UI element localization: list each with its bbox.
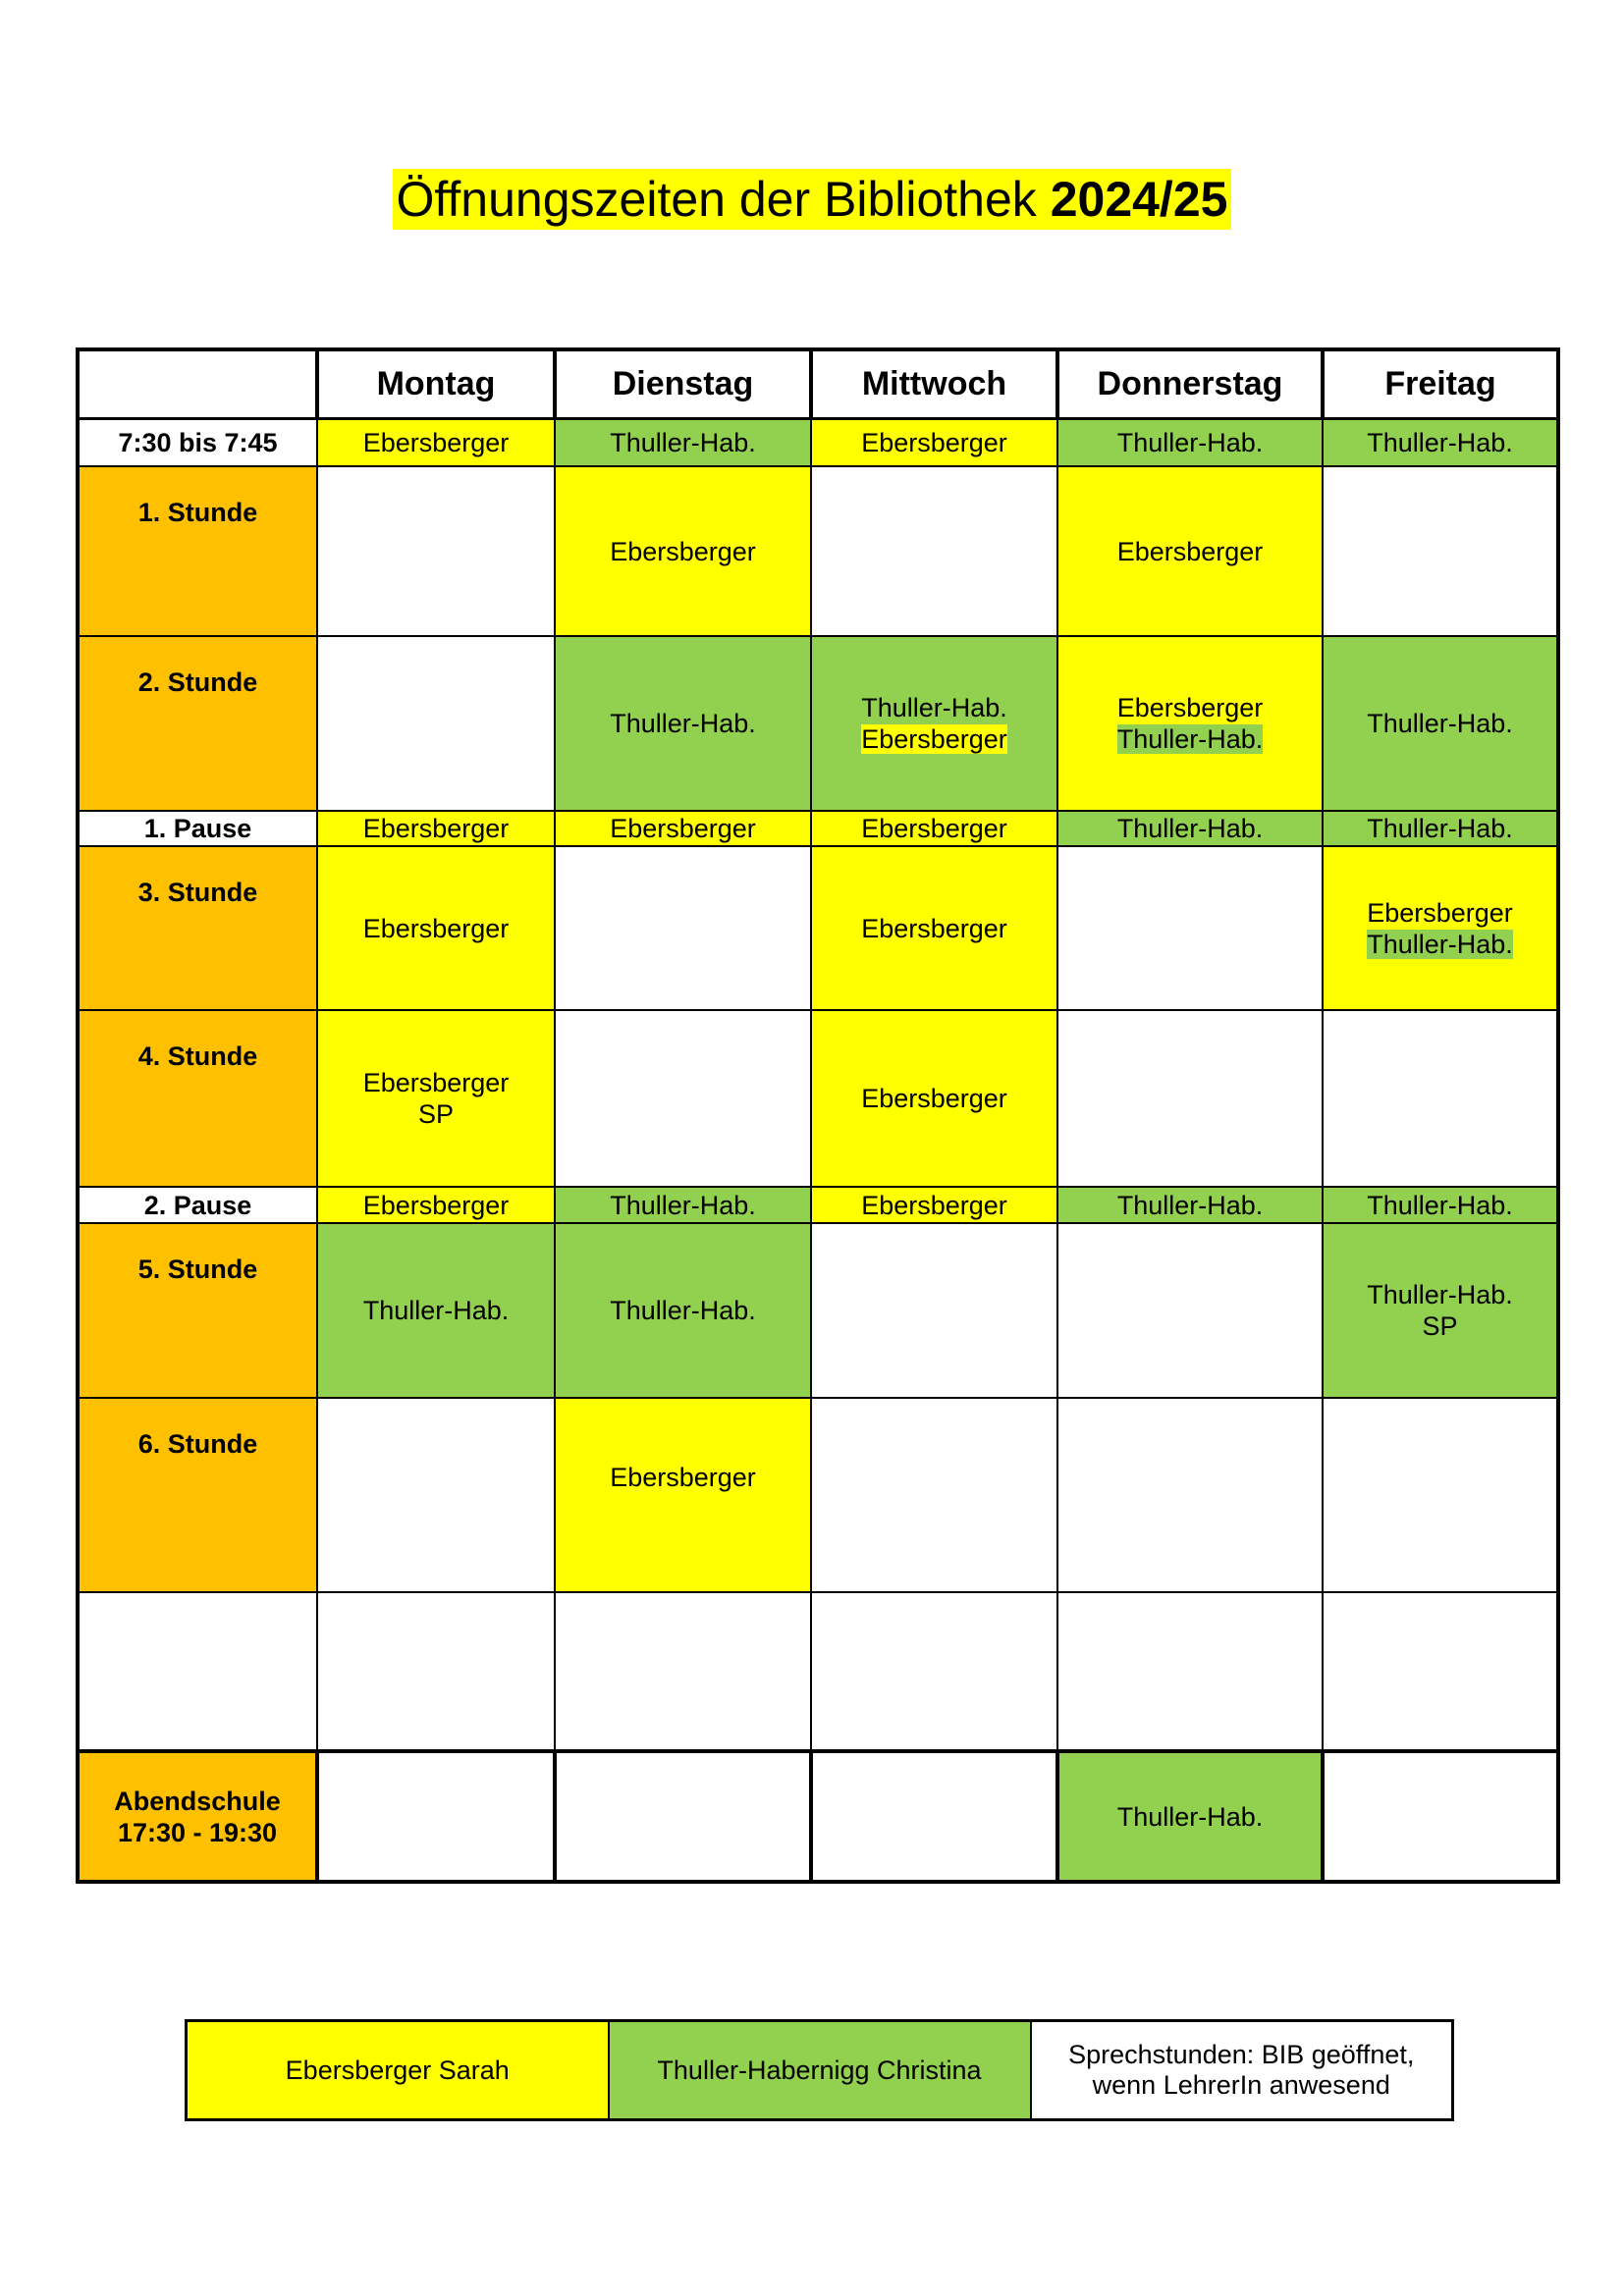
row-label: 6. Stunde bbox=[78, 1398, 317, 1592]
row-label: 1. Stunde bbox=[78, 466, 317, 636]
schedule-cell bbox=[1323, 1010, 1558, 1187]
day-header-montag: Montag bbox=[317, 349, 555, 418]
schedule-cell: Thuller-Hab. bbox=[1057, 1187, 1323, 1223]
schedule-cell: Ebersberger bbox=[555, 466, 811, 636]
cell-line: SP bbox=[1422, 1311, 1458, 1341]
row-label-line: 17:30 - 19:30 bbox=[117, 1817, 278, 1847]
schedule-cell bbox=[811, 1398, 1057, 1592]
cell-line: Ebersberger bbox=[1116, 693, 1264, 722]
legend-note-line: wenn LehrerIn anwesend bbox=[1092, 2070, 1390, 2100]
schedule-cell: Ebersberger bbox=[317, 846, 555, 1010]
cell-line: Thuller-Hab. bbox=[1367, 1280, 1513, 1309]
schedule-cell bbox=[317, 1751, 555, 1882]
day-header-mittwoch: Mittwoch bbox=[811, 349, 1057, 418]
schedule-cell: Thuller-Hab. bbox=[1323, 1187, 1558, 1223]
schedule-cell bbox=[555, 1592, 811, 1751]
legend-note bbox=[1031, 2021, 1453, 2120]
schedule-cell: Thuller-Hab. bbox=[555, 1223, 811, 1398]
schedule-cell: Thuller-Hab. bbox=[1057, 1751, 1323, 1882]
schedule-cell bbox=[1057, 1010, 1323, 1187]
row-label: 2. Pause bbox=[78, 1187, 317, 1223]
schedule-cell: Thuller-Hab. bbox=[1323, 418, 1558, 466]
row-label-line: Abendschule bbox=[114, 1786, 281, 1816]
schedule-cell bbox=[1323, 846, 1558, 1010]
schedule-cell: Ebersberger bbox=[317, 811, 555, 846]
row-label: 3. Stunde bbox=[78, 846, 317, 1010]
title-text: Öffnungszeiten der Bibliothek bbox=[396, 172, 1051, 227]
legend bbox=[185, 2019, 1454, 2121]
row-pause-2 bbox=[78, 1187, 1558, 1223]
schedule-cell bbox=[1323, 466, 1558, 636]
cell-line-highlighted: Ebersberger bbox=[861, 724, 1007, 754]
schedule-cell: Ebersberger bbox=[811, 1010, 1057, 1187]
schedule-cell: Thuller-Hab. bbox=[1323, 811, 1558, 846]
row-evening-school bbox=[78, 1751, 1558, 1882]
schedule-cell bbox=[555, 846, 811, 1010]
schedule-cell: Thuller-Hab. bbox=[1057, 811, 1323, 846]
schedule-cell: Thuller-Hab. bbox=[1323, 636, 1558, 811]
schedule-cell: Ebersberger bbox=[317, 1187, 555, 1223]
header-corner bbox=[78, 349, 317, 418]
row-label bbox=[78, 1751, 317, 1882]
schedule-cell bbox=[811, 1592, 1057, 1751]
schedule-cell bbox=[811, 636, 1057, 811]
cell-line: Ebersberger bbox=[1367, 897, 1513, 928]
schedule-cell bbox=[1323, 1751, 1558, 1882]
row-label: 1. Pause bbox=[78, 811, 317, 846]
schedule-cell bbox=[811, 1223, 1057, 1398]
row-label: 5. Stunde bbox=[78, 1223, 317, 1398]
schedule-cell bbox=[555, 1751, 811, 1882]
schedule-cell: Thuller-Hab. bbox=[555, 636, 811, 811]
schedule-cell bbox=[317, 1398, 555, 1592]
legend-ebersberger: Ebersberger Sarah bbox=[187, 2021, 609, 2120]
schedule-cell: Ebersberger bbox=[811, 846, 1057, 1010]
schedule-cell bbox=[1323, 1223, 1558, 1398]
schedule-cell bbox=[317, 636, 555, 811]
schedule-cell: Ebersberger bbox=[317, 418, 555, 466]
schedule-cell: Thuller-Hab. bbox=[1057, 418, 1323, 466]
row-lesson-5 bbox=[78, 1223, 1558, 1398]
row-label: 2. Stunde bbox=[78, 636, 317, 811]
day-header-donnerstag: Donnerstag bbox=[1057, 349, 1323, 418]
schedule-cell: Ebersberger bbox=[555, 1398, 811, 1592]
schedule-cell: Ebersberger bbox=[811, 811, 1057, 846]
schedule-cell bbox=[1057, 1398, 1323, 1592]
header-row bbox=[78, 349, 1558, 418]
row-lesson-2 bbox=[78, 636, 1558, 811]
schedule-cell: Ebersberger bbox=[811, 1187, 1057, 1223]
schedule-cell bbox=[1057, 636, 1323, 811]
schedule-cell bbox=[1323, 1592, 1558, 1751]
cell-line-highlighted: Thuller-Hab. bbox=[1367, 929, 1513, 959]
schedule-cell: Ebersberger bbox=[1057, 466, 1323, 636]
schedule-cell bbox=[317, 1592, 555, 1751]
row-empty bbox=[78, 1592, 1558, 1751]
row-lesson-1 bbox=[78, 466, 1558, 636]
schedule-cell bbox=[811, 1751, 1057, 1882]
schedule-cell bbox=[555, 1010, 811, 1187]
schedule-cell: Thuller-Hab. bbox=[555, 418, 811, 466]
legend-thuller: Thuller-Habernigg Christina bbox=[609, 2021, 1031, 2120]
schedule-cell bbox=[1057, 846, 1323, 1010]
cell-line: SP bbox=[417, 1099, 455, 1129]
schedule-cell: Thuller-Hab. bbox=[555, 1187, 811, 1223]
row-lesson-6 bbox=[78, 1398, 1558, 1592]
day-header-dienstag: Dienstag bbox=[555, 349, 811, 418]
schedule-cell bbox=[317, 1010, 555, 1187]
row-label bbox=[78, 1592, 317, 1751]
schedule-cell bbox=[1323, 1398, 1558, 1592]
schedule-cell bbox=[317, 466, 555, 636]
row-pause-1 bbox=[78, 811, 1558, 846]
title-year: 2024/25 bbox=[1050, 172, 1228, 227]
schedule-cell: Thuller-Hab. bbox=[317, 1223, 555, 1398]
row-label: 4. Stunde bbox=[78, 1010, 317, 1187]
row-lesson-4 bbox=[78, 1010, 1558, 1187]
schedule-cell bbox=[1057, 1223, 1323, 1398]
schedule-cell: Ebersberger bbox=[555, 811, 811, 846]
opening-hours-table bbox=[76, 347, 1560, 1884]
schedule-cell bbox=[1057, 1592, 1323, 1751]
row-lesson-3 bbox=[78, 846, 1558, 1010]
day-header-freitag: Freitag bbox=[1323, 349, 1558, 418]
cell-line: Thuller-Hab. bbox=[861, 693, 1007, 722]
legend-note-line: Sprechstunden: BIB geöffnet, bbox=[1068, 2040, 1415, 2069]
row-early bbox=[78, 418, 1558, 466]
schedule-cell: Ebersberger bbox=[811, 418, 1057, 466]
cell-line-highlighted: Thuller-Hab. bbox=[1116, 724, 1264, 754]
cell-line: Ebersberger bbox=[362, 1068, 510, 1097]
page-title bbox=[0, 169, 1624, 230]
schedule-cell bbox=[811, 466, 1057, 636]
row-label: 7:30 bis 7:45 bbox=[78, 418, 317, 466]
